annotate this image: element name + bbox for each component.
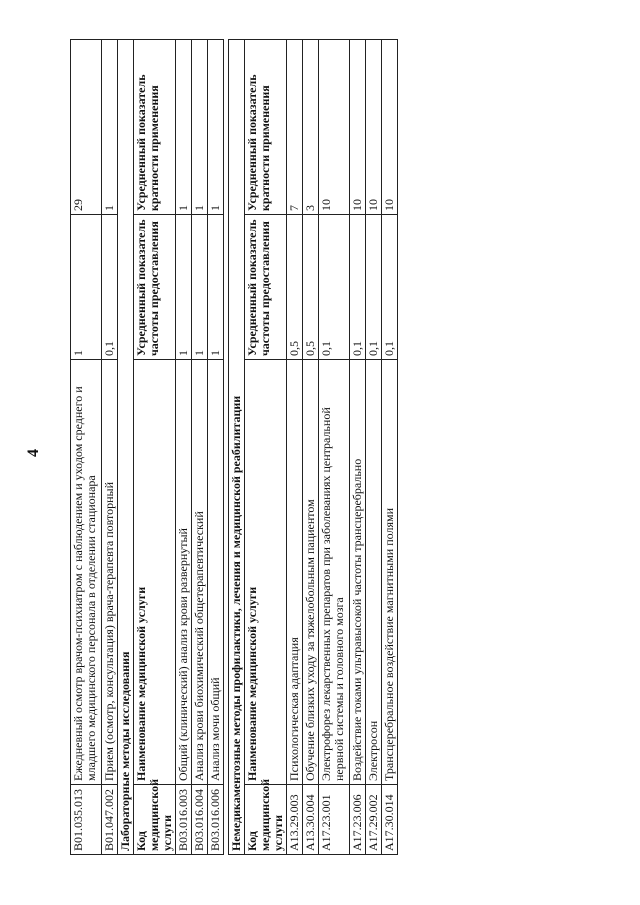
multiplicity-value: 1 bbox=[102, 40, 118, 215]
table-row bbox=[176, 40, 192, 855]
service-name: Анализ крови биохимический общетерапевтический bbox=[192, 360, 208, 785]
service-name: Трансцеребральное воздействие магнитными полями bbox=[382, 360, 398, 785]
table-row bbox=[192, 40, 208, 855]
frequency-value: 1 bbox=[176, 215, 192, 360]
header-code: Код медицинской услуги bbox=[134, 785, 176, 855]
service-code: B01.047.002 bbox=[102, 785, 118, 855]
service-code: A17.23.006 bbox=[350, 785, 366, 855]
service-code: B03.016.003 bbox=[176, 785, 192, 855]
table-row bbox=[382, 40, 398, 855]
frequency-value: 1 bbox=[208, 215, 224, 360]
multiplicity-value: 1 bbox=[208, 40, 224, 215]
frequency-value: 1 bbox=[71, 215, 102, 360]
service-code: B03.016.006 bbox=[208, 785, 224, 855]
service-name: Общий (клинический) анализ крови развернутый bbox=[176, 360, 192, 785]
frequency-value: 0,1 bbox=[366, 215, 382, 360]
service-name: Психологическая адаптация bbox=[287, 360, 303, 785]
frequency-value: 0,1 bbox=[382, 215, 398, 360]
table-row bbox=[366, 40, 382, 855]
frequency-value: 1 bbox=[192, 215, 208, 360]
section-title-row bbox=[118, 40, 134, 855]
service-name: Электросон bbox=[366, 360, 382, 785]
service-name: Прием (осмотр, консультация) врача-терапевта повторный bbox=[102, 360, 118, 785]
header-multiplicity: Усредненный показатель кратности применения bbox=[245, 40, 287, 215]
frequency-value: 0,5 bbox=[287, 215, 303, 360]
table-row bbox=[350, 40, 366, 855]
table-row bbox=[319, 40, 350, 855]
multiplicity-value: 10 bbox=[366, 40, 382, 215]
table-row bbox=[71, 40, 102, 855]
rotated-table-block bbox=[70, 40, 488, 855]
service-code: B01.035.013 bbox=[71, 785, 102, 855]
service-code: A17.23.001 bbox=[319, 785, 350, 855]
service-code: A13.30.004 bbox=[303, 785, 319, 855]
service-code: B03.016.004 bbox=[192, 785, 208, 855]
multiplicity-value: 10 bbox=[350, 40, 366, 215]
table-row bbox=[102, 40, 118, 855]
table-row bbox=[303, 40, 319, 855]
service-name: Обучение близких уходу за тяжелобольным пациентом bbox=[303, 360, 319, 785]
section-title: Немедикаментозные методы профилактики, лечения и медицинской реабилитации bbox=[229, 40, 245, 855]
multiplicity-value: 29 bbox=[71, 40, 102, 215]
header-frequency: Усредненный показатель частоты предоставления bbox=[245, 215, 287, 360]
page-number: 4 bbox=[25, 449, 42, 457]
multiplicity-value: 1 bbox=[176, 40, 192, 215]
service-name: Ежедневный осмотр врачом-психиатром с наблюдением и уходом среднего и младшего медицинского персонала в отделении стационара bbox=[71, 360, 102, 785]
frequency-value: 0,5 bbox=[303, 215, 319, 360]
service-code: A17.29.002 bbox=[366, 785, 382, 855]
header-name: Наименование медицинской услуги bbox=[134, 360, 176, 785]
services-table bbox=[70, 39, 398, 855]
table-header-row bbox=[134, 40, 176, 855]
service-name: Воздействие токами ультравысокой частоты трансцеребрально bbox=[350, 360, 366, 785]
frequency-value: 0,1 bbox=[350, 215, 366, 360]
frequency-value: 0,1 bbox=[102, 215, 118, 360]
table-row bbox=[208, 40, 224, 855]
multiplicity-value: 10 bbox=[382, 40, 398, 215]
header-frequency: Усредненный показатель частоты предоставления bbox=[134, 215, 176, 360]
header-name: Наименование медицинской услуги bbox=[245, 360, 287, 785]
multiplicity-value: 7 bbox=[287, 40, 303, 215]
service-name: Электрофорез лекарственных препаратов при заболеваниях центральной нервной системы и головного мозга bbox=[319, 360, 350, 785]
service-code: A17.30.014 bbox=[382, 785, 398, 855]
multiplicity-value: 10 bbox=[319, 40, 350, 215]
section-title: Лабораторные методы исследования bbox=[118, 40, 134, 855]
table-row bbox=[287, 40, 303, 855]
section-title-row bbox=[229, 40, 245, 855]
service-code: A13.29.003 bbox=[287, 785, 303, 855]
header-multiplicity: Усредненный показатель кратности применения bbox=[134, 40, 176, 215]
service-name: Анализ мочи общий bbox=[208, 360, 224, 785]
multiplicity-value: 1 bbox=[192, 40, 208, 215]
header-code: Код медицинской услуги bbox=[245, 785, 287, 855]
multiplicity-value: 3 bbox=[303, 40, 319, 215]
table-header-row bbox=[245, 40, 287, 855]
frequency-value: 0,1 bbox=[319, 215, 350, 360]
